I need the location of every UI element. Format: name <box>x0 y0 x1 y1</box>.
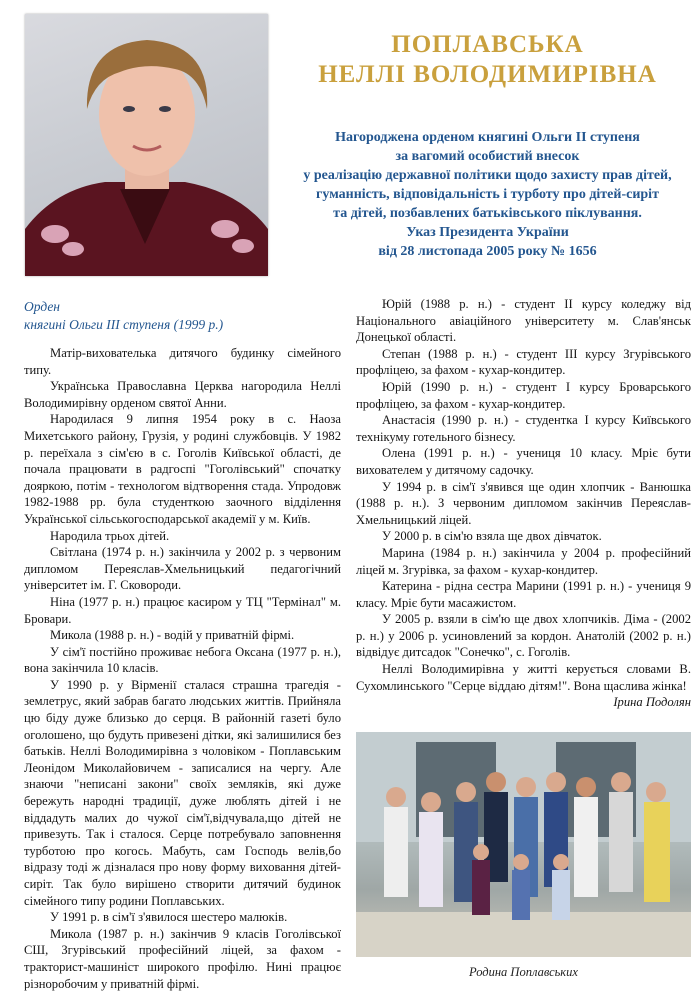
name-line-1: ПОПЛАВСЬКА <box>391 31 584 58</box>
author-signature: Ірина Подолян <box>613 695 691 710</box>
paragraph: Народила трьох дітей. <box>50 528 170 543</box>
award-line: Указ Президента України <box>406 225 569 240</box>
paragraph: Анастасія (1990 р. н.) - студентка І курсу Київського технікуму готельного бізнесу. <box>356 413 691 444</box>
paragraph: Матір-вихователька дитячого будинку сімейного типу. <box>24 346 341 377</box>
order-note-line-2: княгині Ольги ІІІ ступеня (1999 р.) <box>24 317 224 332</box>
paragraph: Світлана (1974 р. н.) закінчила у 2002 р. з червоним дипломом Переяслав-Хмельницький педагогічний університет ім. Г. Сковороди. <box>24 545 341 593</box>
award-line: Нагороджена орденом княгині Ольги ІІ ступеня <box>335 130 640 145</box>
award-line: у реалізацію державної політики щодо захисту прав дітей, <box>303 168 672 183</box>
paragraph: У 2000 р. в сім'ю взяла ще двох дівчаток. <box>382 529 602 544</box>
paragraph: Українська Православна Церква нагородила Неллі Володимирівну орденом святої Анни. <box>24 379 341 410</box>
order-note-line-1: Орден <box>24 299 61 314</box>
paragraph: Народилася 9 липня 1954 року в с. Наоза Михетського району, Грузія, у родині службовців. У 1982 р. переїхала з сім'єю в с. Гоголів Київської області, де почала працювати в радгоспі "Гоголівський" спочатку дояркою, потім - технологом відтворення стада. Упродовж 1982-1988 рр. була студенткою заочного відділення Української сільськогосподарської академії у м. Київ. <box>24 412 341 526</box>
paragraph: У 1991 р. в сім'ї з'явилося шестеро малюків. <box>50 910 288 925</box>
portrait-illustration <box>25 14 268 276</box>
award-line: та дітей, позбавлених батьківського піклування. <box>333 206 642 221</box>
right-column <box>356 296 691 711</box>
left-column <box>24 345 341 992</box>
paragraph: Микола (1987 р. н.) закінчив 9 класів Гоголівської СШ, Згурівський професійний ліцей, за фахом - тракторист-машиніст широкого профілю. Нині працює різноробочим у приватній фірмі. <box>24 926 341 991</box>
paragraph: У 1990 р. у Вірменії сталася страшна трагедія - землетрус, який забрав багато людських життів. Прийняла цю біду дуже близько до серця. В районній газеті було оголошено, що будуть привезені дітки, які залишилися без батьків. Неллі Володимирівна з чоловіком - Поплавським Леонідом Миколайовичем - записалися на чергу. Але знаючи "неписані закони" своїх земляків, які дуже бережуть народні традиції, дуже люблять дітей і не віддадуть малих до чужої сім'ї,відчувала,що дітей не привезуть. Так і сталося. Серце потребувало заповнення турботою про когось. Мабуть, сам Господь велів,бо відразу тоді ж дізналася про нову форму виховання дітей-сиріт. Так було вирішено створити дитячий будинок сімейного типу родини Поплавських. <box>24 677 341 908</box>
portrait-photo <box>25 14 268 276</box>
person-name <box>290 30 685 90</box>
family-photo <box>356 732 691 957</box>
award-text <box>290 128 685 261</box>
photo-caption: Родина Поплавських <box>469 965 578 979</box>
paragraph: Ніна (1977 р. н.) працює касиром у ТЦ "Термінал" м. Бровари. <box>24 594 341 626</box>
paragraph: У сім'ї постійно проживає небога Оксана (1977 р. н.), вона закінчила 10 класів. <box>24 644 341 676</box>
paragraph: Олена (1991 р. н.) - учениця 10 класу. Мріє бути вихователем у дитячому садочку. <box>356 446 691 477</box>
paragraph: У 1994 р. в сім'ї з'явився ще один хлопчик - Ванюшка (1988 р. н.). З червоним дипломом закінчив Переяслав-Хмельницький ліцей. <box>356 479 691 527</box>
paragraph: Неллі Володимирівна у житті керується словами В. Сухомлинського "Серце віддаю дітям!". Вона щаслива жінка! <box>356 662 691 693</box>
award-line: від 28 листопада 2005 року № 1656 <box>378 244 597 259</box>
order-note <box>24 298 344 334</box>
paragraph: Юрій (1988 р. н.) - студент ІІ курсу коледжу від Національного авіаційного університету м. Слав'янськ Донецької області. <box>356 297 691 345</box>
paragraph: Степан (1988 р. н.) - студент ІІІ курсу Згурівського профліцею, за фахом - кухар-кондитер. <box>356 346 691 378</box>
paragraph: Катерина - рідна сестра Марини (1991 р. н.) - учениця 9 класу. Мріє бути масажистом. <box>356 579 691 610</box>
award-line: гуманність, відповідальність і турботу про дітей-сиріт <box>316 187 659 202</box>
paragraph: Микола (1988 р. н.) - водій у приватній фірмі. <box>50 628 295 643</box>
paragraph: У 2005 р. взяли в сім'ю ще двох хлопчиків. Діма - (2002 р. н.) у 2006 р. усиновлений за кордон. Анатолій (2002 р. н.) відвідує дитсадок "Сонечко", с. Гоголів. <box>356 612 691 660</box>
family-photo-illustration <box>356 732 691 957</box>
name-line-2: НЕЛЛІ ВОЛОДИМИРІВНА <box>318 61 657 88</box>
paragraph: Юрій (1990 р. н.) - студент І курсу Броварського профліцею, за фахом - кухар-кондитер. <box>356 379 691 411</box>
award-line: за вагомий особистий внесок <box>395 149 580 164</box>
paragraph: Марина (1984 р. н.) закінчила у 2004 р. професійний ліцей м. Згурівка, за фахом - кухар-кондитер. <box>356 545 691 577</box>
